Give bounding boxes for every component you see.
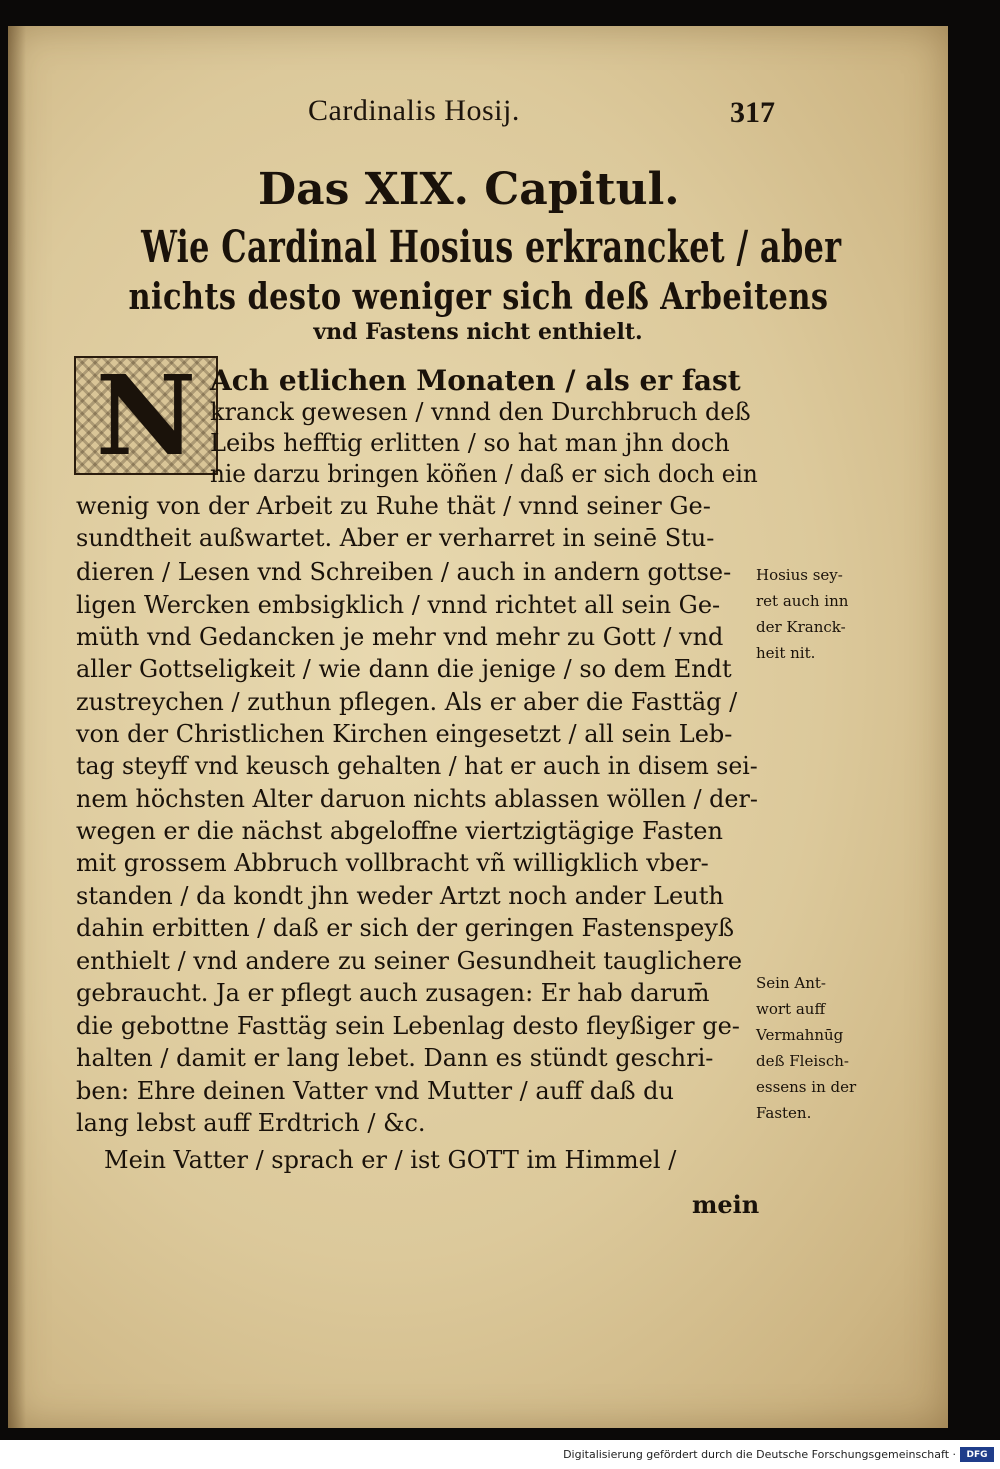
margin-note-line: Sein Ant- — [756, 974, 826, 992]
body-line: kranck gewesen / vnnd den Durchbruch deß — [210, 398, 751, 426]
chapter-title: Das XIX. Capitul. — [258, 164, 680, 215]
body-line: Ach etlichen Monaten / als er fast — [210, 364, 741, 397]
body-line: zustreychen / zuthun pflegen. Als er aber die Fasttäg / — [76, 688, 738, 716]
body-line: halten / damit er lang lebet. Dann es stündt geschri- — [76, 1044, 714, 1072]
catchword: mein — [692, 1190, 760, 1219]
margin-note-line: der Kranck- — [756, 618, 846, 636]
body-line: aller Gottseligkeit / wie dann die jenige / so dem Endt — [76, 655, 732, 683]
margin-note-line: wort auff — [756, 1000, 826, 1018]
body-line: müth vnd Gedancken je mehr vnd mehr zu Gott / vnd — [76, 623, 724, 651]
body-line: ben: Ehre deinen Vatter vnd Mutter / auff daß du — [76, 1077, 674, 1105]
margin-note-line: Hosius sey- — [756, 566, 843, 584]
heading-line-2: nichts desto weniger sich deß Arbeitens — [128, 276, 828, 318]
body-line: wegen er die nächst abgeloffne viertzigtägige Fasten — [76, 817, 723, 845]
body-line: Mein Vatter / sprach er / ist GOTT im Himmel / — [104, 1146, 677, 1174]
body-line: wenig von der Arbeit zu Ruhe thät / vnnd seiner Ge- — [76, 492, 711, 520]
body-line: die gebottne Fasttäg sein Lebenlag desto fleyßiger ge- — [76, 1012, 740, 1040]
page-number: 317 — [730, 96, 775, 129]
margin-note-line: essens in der — [756, 1078, 857, 1096]
dfg-credit: Digitalisierung gefördert durch die Deutsche Forschungsgemeinschaft · — [563, 1448, 956, 1461]
book-page — [8, 26, 948, 1428]
body-line: Leibs hefftig erlitten / so hat man jhn doch — [210, 429, 730, 457]
margin-note-line: heit nit. — [756, 644, 816, 662]
heading-line-1: Wie Cardinal Hosius erkrancket / aber — [141, 222, 842, 273]
footer-bar — [0, 1442, 1000, 1469]
body-line: tag steyff vnd keusch gehalten / hat er auch in disem sei- — [76, 752, 758, 780]
margin-note-line: ret auch inn — [756, 592, 849, 610]
body-line: sundtheit außwartet. Aber er verharret in seinē Stu- — [76, 524, 715, 552]
body-line: von der Christlichen Kirchen eingesetzt / all sein Leb- — [76, 720, 733, 748]
margin-note-line: Fasten. — [756, 1104, 812, 1122]
decorated-initial — [74, 350, 218, 480]
body-line: lang lebst auff Erdtrich / &c. — [76, 1109, 426, 1137]
running-head: Cardinalis Hosij. — [308, 94, 520, 127]
dfg-logo[interactable]: DFG — [960, 1447, 994, 1462]
body-line: nie darzu bringen köñen / daß er sich doch ein — [210, 460, 758, 488]
body-line: dahin erbitten / daß er sich der geringen Fastenspeyß — [76, 914, 734, 942]
body-line: standen / da kondt jhn weder Artzt noch ander Leuth — [76, 882, 724, 910]
heading-line-3: vnd Fastens nicht enthielt. — [313, 319, 643, 345]
margin-note-line: deß Fleisch- — [756, 1052, 849, 1070]
body-line: mit grossem Abbruch vollbracht vñ willigklich vber- — [76, 849, 709, 877]
body-line: gebraucht. Ja er pflegt auch zusagen: Er hab darum̄ — [76, 979, 710, 1007]
body-line: dieren / Lesen vnd Schreiben / auch in andern gottse- — [76, 558, 732, 586]
initial-letter: N — [95, 350, 197, 480]
body-line: ligen Wercken embsigklich / vnnd richtet all sein Ge- — [76, 591, 721, 619]
margin-note-line: Vermahnūg — [756, 1026, 844, 1044]
body-line: nem höchsten Alter daruon nichts ablassen wöllen / der- — [76, 785, 758, 813]
body-line: enthielt / vnd andere zu seiner Gesundheit tauglichere — [76, 947, 743, 975]
